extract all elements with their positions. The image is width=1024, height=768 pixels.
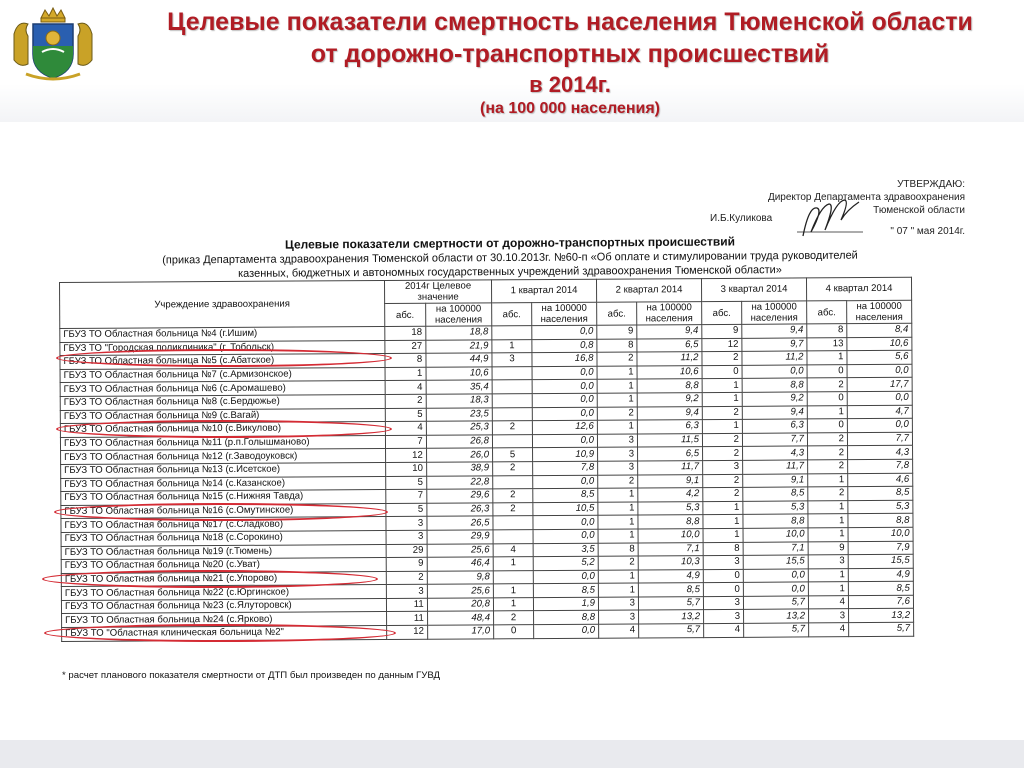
subheader-per100k: на 100000 населения [532, 302, 597, 325]
value-cell: 0,0 [743, 582, 808, 596]
value-cell: 3 [598, 461, 638, 475]
subheader-abs: абс. [597, 302, 637, 325]
value-cell: 5,7 [849, 622, 914, 636]
header-q1: 1 квартал 2014 [491, 279, 596, 303]
value-cell: 7,1 [638, 542, 703, 556]
value-cell: 9 [597, 325, 637, 339]
slide-title-line-2: от дорожно-транспортных происшествий [310, 40, 830, 68]
value-cell: 2 [703, 447, 743, 461]
institution-cell: ГБУЗ ТО Областная больница №5 (с.Абатское) [60, 354, 385, 370]
subheader-per100k: на 100000 населения [637, 302, 702, 325]
value-cell: 8 [807, 324, 847, 338]
subheader-per100k: на 100000 населения [847, 300, 912, 323]
value-cell: 0,0 [532, 366, 597, 380]
slide-header [0, 0, 1024, 122]
value-cell [492, 326, 532, 340]
value-cell: 26,8 [426, 435, 492, 449]
value-cell: 0,0 [532, 393, 597, 407]
header-q4: 4 квартал 2014 [806, 277, 911, 301]
value-cell: 9 [702, 324, 742, 338]
value-cell: 0,0 [847, 391, 912, 405]
value-cell: 5 [386, 503, 427, 517]
value-cell: 0,0 [533, 516, 598, 530]
value-cell: 1 [808, 514, 848, 528]
value-cell: 8 [385, 353, 426, 367]
value-cell: 11 [386, 598, 427, 612]
value-cell [492, 366, 532, 380]
value-cell: 1 [493, 597, 533, 611]
value-cell: 44,9 [426, 353, 492, 367]
value-cell: 1 [702, 379, 742, 393]
approval-region: Тюменской области [873, 205, 965, 216]
value-cell: 1 [597, 393, 637, 407]
value-cell: 11,2 [637, 352, 702, 366]
value-cell: 9,4 [742, 405, 807, 419]
value-cell: 9,1 [638, 474, 703, 488]
value-cell: 12 [702, 338, 742, 352]
institution-cell: ГБУЗ ТО Областная больница №21 (с.Упорово) [61, 571, 386, 587]
value-cell: 0,0 [533, 570, 598, 584]
value-cell: 8,8 [743, 514, 808, 528]
value-cell: 2 [385, 394, 426, 408]
value-cell: 5,7 [638, 596, 703, 610]
value-cell: 10,6 [426, 367, 492, 381]
institution-cell: ГБУЗ ТО Областная больница №10 (с.Викулово) [60, 422, 385, 438]
value-cell: 10 [386, 462, 427, 476]
institution-cell: ГБУЗ ТО Областная больница №8 (с.Бердюжье) [60, 394, 385, 410]
value-cell: 1 [807, 405, 847, 419]
value-cell [492, 434, 532, 448]
value-cell [493, 516, 533, 530]
coat-of-arms-icon [8, 4, 98, 82]
value-cell: 3 [703, 596, 743, 610]
value-cell: 7,6 [848, 595, 913, 609]
subheader-abs: абс. [702, 301, 742, 324]
value-cell: 8,8 [638, 515, 703, 529]
value-cell: 1 [808, 582, 848, 596]
value-cell: 3 [599, 610, 639, 624]
highlight-ring-nizhnyaya-tavda [54, 503, 388, 521]
value-cell: 18 [385, 326, 426, 340]
approval-date: " 07 " мая 2014г. [890, 226, 965, 237]
institution-cell: ГБУЗ ТО Областная больница №11 (р.п.Голышманово) [60, 435, 385, 451]
value-cell: 0 [494, 625, 534, 639]
value-cell: 2 [493, 489, 533, 503]
slide-title-line-3: в 2014г. [529, 72, 611, 97]
value-cell: 10,6 [847, 337, 912, 351]
subheader-per100k: на 100000 населения [425, 303, 491, 326]
value-cell [492, 380, 532, 394]
value-cell: 1 [807, 351, 847, 365]
value-cell: 1 [598, 515, 638, 529]
value-cell: 27 [385, 340, 426, 354]
slide-title-line-4: (на 100 000 населения) [480, 100, 660, 117]
value-cell: 7,1 [743, 541, 808, 555]
value-cell [493, 530, 533, 544]
value-cell: 4 [704, 623, 744, 637]
approval-name: И.Б.Куликова [710, 213, 773, 224]
value-cell: 5,7 [744, 623, 809, 637]
institution-cell: ГБУЗ ТО "Городская поликлиника" (г. Тобольск) [60, 340, 385, 356]
value-cell: 2 [597, 407, 637, 421]
slide-title-line-1: Целевые показатели смертность населения Тюменской области [167, 8, 973, 36]
value-cell: 4 [599, 624, 639, 638]
value-cell: 21,9 [426, 339, 492, 353]
value-cell: 10,5 [533, 502, 598, 516]
value-cell: 0,0 [532, 325, 597, 339]
value-cell: 1 [598, 502, 638, 516]
institution-cell: ГБУЗ ТО "Областная клиническая больница №2" [62, 626, 387, 642]
institution-cell: ГБУЗ ТО Областная больница №13 (с.Исетское) [61, 462, 386, 478]
value-cell: 0,0 [533, 475, 598, 489]
value-cell: 8,8 [637, 379, 702, 393]
value-cell: 16,8 [532, 352, 597, 366]
value-cell: 38,9 [426, 462, 492, 476]
value-cell: 15,5 [848, 554, 913, 568]
table-body [60, 323, 914, 641]
value-cell: 1 [808, 473, 848, 487]
value-cell: 0,0 [742, 365, 807, 379]
value-cell [492, 407, 532, 421]
value-cell: 5,6 [847, 350, 912, 364]
value-cell: 1,9 [533, 597, 598, 611]
value-cell: 17,7 [847, 378, 912, 392]
value-cell: 3,5 [533, 543, 598, 557]
value-cell: 4,9 [848, 568, 913, 582]
value-cell: 0 [703, 583, 743, 597]
value-cell: 18,8 [426, 326, 492, 340]
institution-cell: ГБУЗ ТО Областная больница №24 (с.Ярково) [62, 612, 387, 628]
value-cell: 2 [702, 433, 742, 447]
value-cell: 2 [808, 487, 848, 501]
value-cell: 4 [385, 421, 426, 435]
value-cell: 13 [807, 337, 847, 351]
value-cell: 1 [493, 557, 533, 571]
value-cell: 6,5 [638, 447, 703, 461]
value-cell: 1 [702, 392, 742, 406]
highlight-ring-vagai [56, 420, 392, 438]
value-cell: 48,4 [427, 611, 493, 625]
value-cell: 25,3 [426, 421, 492, 435]
value-cell: 1 [598, 570, 638, 584]
subheader-abs: абс. [385, 303, 426, 326]
value-cell: 9,7 [742, 338, 807, 352]
value-cell: 1 [492, 339, 532, 353]
value-cell: 7,7 [742, 433, 807, 447]
value-cell: 7 [385, 435, 426, 449]
footnote: * расчет планового показателя смертности от ДТП был произведен по данным ГУВД [62, 670, 441, 681]
value-cell: 7,7 [847, 432, 912, 446]
value-cell: 9,8 [427, 571, 493, 585]
value-cell: 11,7 [743, 460, 808, 474]
value-cell: 8,5 [848, 486, 913, 500]
value-cell: 1 [597, 379, 637, 393]
value-cell: 0 [807, 364, 847, 378]
value-cell: 2 [494, 611, 534, 625]
institution-cell: ГБУЗ ТО Областная больница №14 (с.Казанское) [61, 476, 386, 492]
value-cell: 3 [492, 353, 532, 367]
value-cell: 3 [703, 555, 743, 569]
value-cell: 18,3 [426, 394, 492, 408]
value-cell: 1 [597, 366, 637, 380]
value-cell: 5 [385, 408, 426, 422]
value-cell: 6,5 [637, 338, 702, 352]
approval-position: Директор Департамента здравоохранения [767, 192, 965, 203]
value-cell: 29,9 [427, 530, 493, 544]
value-cell: 5,3 [638, 501, 703, 515]
value-cell [493, 570, 533, 584]
value-cell: 5,7 [743, 596, 808, 610]
value-cell: 8,5 [743, 487, 808, 501]
document-subtitle-2: казенных, бюджетных и автономных государственных учреждений здравоохранения Тюменской области» [238, 264, 782, 280]
value-cell: 1 [598, 529, 638, 543]
value-cell: 1 [598, 488, 638, 502]
value-cell: 10,0 [848, 527, 913, 541]
value-cell: 1 [385, 367, 426, 381]
value-cell: 17,0 [427, 625, 493, 639]
value-cell: 1 [493, 584, 533, 598]
value-cell: 11 [387, 612, 428, 626]
value-cell: 2 [807, 378, 847, 392]
value-cell: 5,7 [639, 624, 704, 638]
institution-cell: ГБУЗ ТО Областная больница №15 (с.Нижняя Тавда) [61, 490, 386, 506]
value-cell: 0,0 [534, 624, 599, 638]
value-cell: 4 [493, 543, 533, 557]
value-cell: 15,5 [743, 555, 808, 569]
value-cell: 1 [703, 528, 743, 542]
value-cell: 0,0 [847, 364, 912, 378]
value-cell: 9 [386, 557, 427, 571]
value-cell: 8,4 [847, 323, 912, 337]
value-cell: 2 [492, 421, 532, 435]
value-cell: 13,2 [849, 609, 914, 623]
value-cell: 7 [386, 489, 427, 503]
value-cell: 0,8 [532, 339, 597, 353]
value-cell [492, 394, 532, 408]
value-cell: 2 [493, 462, 533, 476]
value-cell: 46,4 [427, 557, 493, 571]
value-cell: 1 [703, 501, 743, 515]
header-q2: 2 квартал 2014 [596, 279, 701, 303]
value-cell: 5,2 [533, 556, 598, 570]
value-cell: 4,6 [848, 473, 913, 487]
value-cell: 9,4 [637, 325, 702, 339]
value-cell: 3 [386, 517, 427, 531]
value-cell: 8 [703, 542, 743, 556]
value-cell: 3 [386, 585, 427, 599]
institution-cell: ГБУЗ ТО Областная больница №12 (г.Заводоуковск) [61, 449, 386, 465]
value-cell: 10,0 [743, 528, 808, 542]
highlight-ring-uvat [42, 570, 378, 588]
value-cell: 0 [703, 569, 743, 583]
value-cell: 2 [807, 432, 847, 446]
value-cell: 3 [598, 597, 638, 611]
institution-cell: ГБУЗ ТО Областная больница №19 (г.Тюмень) [61, 544, 386, 560]
institution-cell: ГБУЗ ТО Областная больница №9 (с.Вагай) [60, 408, 385, 424]
value-cell: 2 [702, 352, 742, 366]
value-cell: 2 [703, 487, 743, 501]
value-cell: 3 [598, 447, 638, 461]
value-cell: 5,3 [743, 501, 808, 515]
value-cell: 8,5 [533, 583, 598, 597]
value-cell: 2 [808, 446, 848, 460]
value-cell: 5 [386, 476, 427, 490]
value-cell: 20,8 [427, 598, 493, 612]
value-cell: 8,5 [533, 488, 598, 502]
value-cell: 9,2 [742, 392, 807, 406]
value-cell: 7,8 [533, 461, 598, 475]
value-cell: 0,0 [847, 418, 912, 432]
value-cell: 3 [597, 434, 637, 448]
value-cell: 11,5 [637, 433, 702, 447]
value-cell: 3 [808, 555, 848, 569]
value-cell: 25,6 [427, 584, 493, 598]
value-cell: 6,3 [637, 420, 702, 434]
value-cell: 9,4 [637, 406, 702, 420]
value-cell: 0,0 [532, 434, 597, 448]
institution-cell: ГБУЗ ТО Областная больница №23 (с.Ялуторовск) [61, 598, 386, 614]
value-cell: 4 [385, 381, 426, 395]
value-cell: 29,6 [427, 489, 493, 503]
subheader-per100k: на 100000 населения [742, 301, 807, 324]
value-cell: 10,3 [638, 556, 703, 570]
value-cell: 0,0 [532, 407, 597, 421]
value-cell: 9,1 [743, 473, 808, 487]
value-cell: 23,5 [426, 407, 492, 421]
value-cell: 0,0 [743, 569, 808, 583]
value-cell: 4 [808, 596, 848, 610]
value-cell: 13,2 [639, 610, 704, 624]
header-institution: Учреждение здравоохранения [60, 281, 385, 329]
value-cell: 9 [808, 541, 848, 555]
institution-cell: ГБУЗ ТО Областная больница №7 (с.Армизонское) [60, 367, 385, 383]
value-cell: 10,9 [533, 448, 598, 462]
value-cell: 3 [704, 610, 744, 624]
subheader-abs: абс. [492, 303, 532, 326]
value-cell: 8,5 [638, 583, 703, 597]
value-cell: 1 [702, 419, 742, 433]
value-cell: 8,8 [742, 378, 807, 392]
value-cell: 2 [598, 556, 638, 570]
document-subtitle-1: (приказ Департамента здравоохранения Тюменской области от 30.10.2013г. №60-п «Об оплате и стимулировании труда руководителей [162, 249, 858, 267]
value-cell: 4 [809, 623, 849, 637]
value-cell: 7,8 [848, 459, 913, 473]
value-cell: 11,2 [742, 351, 807, 365]
value-cell: 0,0 [533, 529, 598, 543]
value-cell: 10,6 [637, 365, 702, 379]
value-cell: 5,3 [848, 500, 913, 514]
value-cell: 29 [386, 544, 427, 558]
value-cell: 0 [807, 419, 847, 433]
value-cell: 1 [597, 420, 637, 434]
value-cell: 2 [598, 474, 638, 488]
value-cell: 35,4 [426, 380, 492, 394]
value-cell: 4,3 [848, 446, 913, 460]
value-cell: 26,5 [427, 516, 493, 530]
value-cell: 5 [493, 448, 533, 462]
highlight-ring-tobolsk [56, 349, 392, 367]
header-target: 2014г Целевое значение [384, 280, 491, 304]
value-cell: 26,3 [427, 503, 493, 517]
value-cell: 4,2 [638, 488, 703, 502]
value-cell: 3 [703, 460, 743, 474]
document-title: Целевые показатели смертности от дорожно-транспортных происшествий [284, 234, 736, 252]
value-cell: 26,0 [426, 448, 492, 462]
value-cell: 2 [597, 352, 637, 366]
value-cell: 4,3 [743, 446, 808, 460]
value-cell: 1 [703, 515, 743, 529]
value-cell: 8 [597, 339, 637, 353]
value-cell: 0,0 [532, 380, 597, 394]
value-cell: 12,6 [532, 420, 597, 434]
slide-footer-band [0, 740, 1024, 768]
value-cell: 8,8 [534, 611, 599, 625]
value-cell: 9,4 [742, 324, 807, 338]
value-cell: 12 [387, 625, 428, 639]
value-cell: 4,7 [847, 405, 912, 419]
value-cell: 1 [598, 583, 638, 597]
value-cell: 8,8 [848, 514, 913, 528]
value-cell [493, 475, 533, 489]
value-cell: 8,5 [848, 582, 913, 596]
value-cell: 2 [703, 474, 743, 488]
value-cell: 13,2 [744, 609, 809, 623]
institution-cell: ГБУЗ ТО Областная больница №18 (с.Сорокино) [61, 530, 386, 546]
subheader-abs: абс. [807, 301, 847, 324]
institution-cell: ГБУЗ ТО Областная больница №20 (с.Уват) [61, 558, 386, 574]
value-cell: 2 [493, 502, 533, 516]
value-cell: 11,7 [638, 461, 703, 475]
value-cell: 7,9 [848, 541, 913, 555]
value-cell: 6,3 [742, 419, 807, 433]
value-cell: 1 [808, 528, 848, 542]
value-cell: 0 [702, 365, 742, 379]
value-cell: 1 [808, 500, 848, 514]
value-cell: 0 [807, 392, 847, 406]
value-cell: 9,2 [637, 393, 702, 407]
institution-cell: ГБУЗ ТО Областная больница №16 (с.Омутинское) [61, 503, 386, 519]
value-cell: 10,0 [638, 528, 703, 542]
value-cell: 4,9 [638, 569, 703, 583]
value-cell: 22,8 [426, 475, 492, 489]
institution-cell: ГБУЗ ТО Областная больница №6 (с.Аромашево) [60, 381, 385, 397]
header-q3: 3 квартал 2014 [701, 278, 806, 302]
institution-cell: ГБУЗ ТО Областная больница №17 (с.Сладково) [61, 517, 386, 533]
value-cell: 2 [808, 460, 848, 474]
value-cell: 3 [386, 530, 427, 544]
highlight-ring-yarkovo [44, 624, 396, 642]
institution-cell: ГБУЗ ТО Областная больница №22 (с.Юргинское) [61, 585, 386, 601]
value-cell: 2 [386, 571, 427, 585]
value-cell: 3 [809, 609, 849, 623]
institution-cell: ГБУЗ ТО Областная больница №4 (г.Ишим) [60, 327, 385, 343]
value-cell: 25,6 [427, 543, 493, 557]
value-cell: 12 [386, 449, 427, 463]
value-cell: 2 [702, 406, 742, 420]
value-cell: 1 [808, 568, 848, 582]
value-cell: 8 [598, 542, 638, 556]
approval-heading: УТВЕРЖДАЮ: [897, 179, 965, 190]
